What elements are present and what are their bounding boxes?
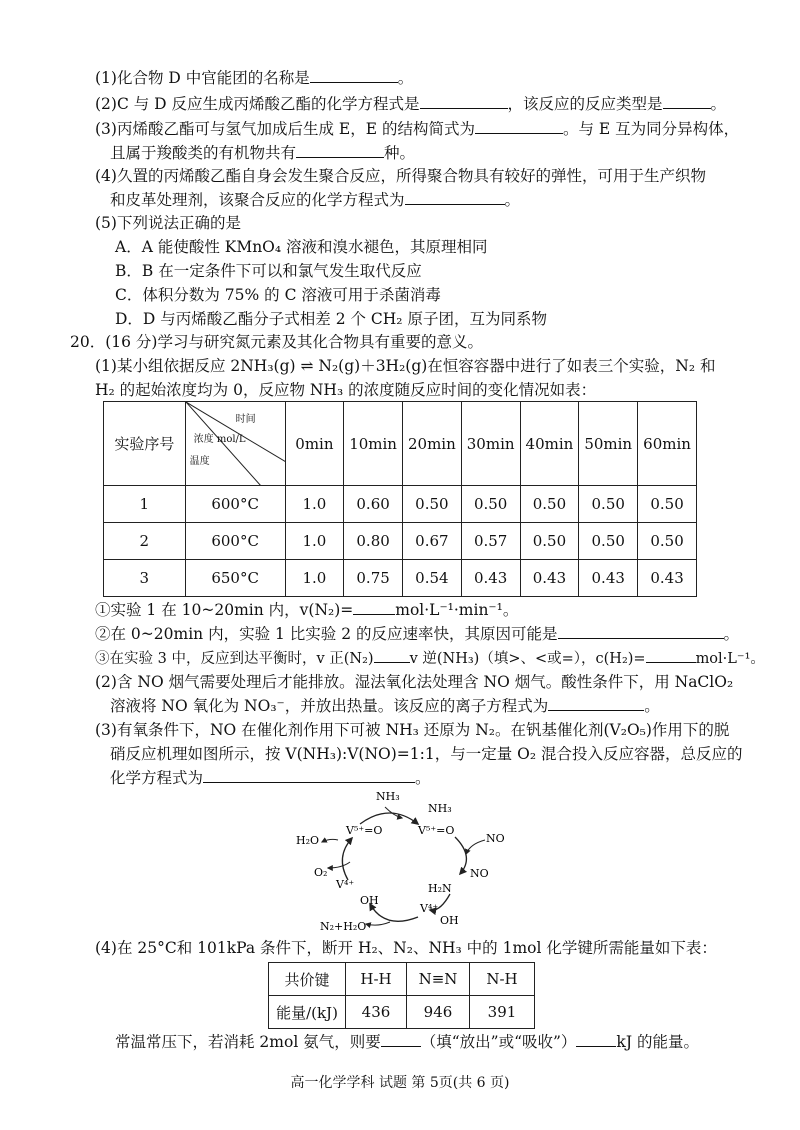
- q19-part1: (1)化合物 D 中官能团的名称是 。: [95, 69, 414, 87]
- header-time: 60min: [638, 402, 697, 486]
- q19-part2: (2)C 与 D 反应生成丙烯酸乙酯的化学方程式是 ，该反应的反应类型是 。: [95, 95, 727, 113]
- answer-blank[interactable]: [353, 600, 395, 615]
- diag-temp-label: 温度: [189, 456, 210, 467]
- q20-part1-cont: H₂ 的起始浓度均为 0，反应物 NH₃ 的浓度随反应时间的变化情况如表：: [95, 381, 597, 399]
- oh-label-2: OH: [440, 914, 459, 927]
- nh3-in-label: NH₃: [376, 790, 400, 803]
- cycle-arrow: [342, 838, 352, 880]
- answer-blank[interactable]: [663, 94, 711, 109]
- q20-part4: (4)在 25°C和 101kPa 条件下，断开 H₂、N₂、NH₃ 中的 1mol 化学键所需能量如下表：: [95, 939, 717, 957]
- q20-part3-cont2: 化学方程式为 。: [110, 769, 431, 787]
- answer-blank[interactable]: [558, 624, 724, 639]
- q20-part3-cont: 硝反应机理如图所示，按 V(NH₃):V(NO)=1:1，与一定量 O₂ 混合投入反应容器，总反应的: [110, 745, 743, 763]
- q20-part2: (2)含 NO 烟气需要处理后才能排放。湿法氧化法处理含 NO 烟气。酸性条件下，用 NaClO₂: [95, 673, 734, 691]
- answer-blank[interactable]: [296, 143, 384, 158]
- oh-label: OH: [360, 894, 379, 907]
- q19-part5: (5)下列说法正确的是: [95, 214, 241, 232]
- diag-time-label: 时间: [235, 414, 256, 425]
- q19-part3: (3)丙烯酸乙酯可与氢气加成后生成 E，E 的结构简式为 。与 E 互为同分异构体，: [95, 120, 740, 138]
- no-bound-label: NO: [470, 867, 489, 880]
- diag-conc-label: 浓度 mol/L: [193, 434, 246, 445]
- o2-label: O₂: [314, 866, 328, 879]
- q20-part2-cont: 溶液将 NO 氧化为 NO₃⁻，并放出热量。该反应的离子方程式为 。: [110, 697, 660, 715]
- header-time: 30min: [461, 402, 520, 486]
- answer-blank[interactable]: [548, 696, 644, 711]
- h2o-label: H₂O: [296, 834, 320, 847]
- q20-part3: (3)有氧条件下，NO 在催化剂作用下可被 NH₃ 还原为 N₂。在钒基催化剂(V₂O₅)作用下的脱: [95, 721, 730, 739]
- cycle-arrow: [328, 862, 350, 868]
- answer-blank[interactable]: [381, 1032, 421, 1047]
- header-time: 10min: [344, 402, 403, 486]
- header-time: 20min: [402, 402, 461, 486]
- n2-h2o-label: N₂+H₂O: [320, 920, 367, 933]
- q20-part4-question: 常温常压下，若消耗 2mol 氨气，则要 （填“放出”或“吸收”） kJ 的能量。: [115, 1033, 699, 1051]
- h2n-label: H₂N: [428, 882, 452, 895]
- concentration-table: [103, 401, 697, 597]
- header-diagonal: [185, 402, 285, 486]
- option-d: D．D 与丙烯酸乙酯分子式相差 2 个 CH₂ 原子团，互为同系物: [115, 310, 547, 328]
- table-row: 3 650°C 1.0 0.75 0.54 0.43 0.43 0.43 0.43: [104, 560, 697, 597]
- q19-part4-cont: 和皮革处理剂，该聚合反应的化学方程式为 。: [110, 191, 521, 209]
- answer-blank[interactable]: [405, 190, 505, 205]
- q20-sub3: ③在实验 3 中，反应到达平衡时，v 正(N₂) v 逆(NH₃)（填>、<或=），c(H₂)= mol·L⁻¹。: [95, 648, 765, 669]
- option-c: C．体积分数为 75% 的 C 溶液可用于杀菌消毒: [115, 286, 441, 304]
- table-row: 1 600°C 1.0 0.60 0.50 0.50 0.50 0.50 0.50: [104, 486, 697, 523]
- page-footer: 高一化学学科 试题 第 5页(共 6 页): [290, 1075, 510, 1091]
- option-a: A．A 能使酸性 KMnO₄ 溶液和溴水褪色，其原理相同: [115, 238, 488, 256]
- header-time: 40min: [520, 402, 579, 486]
- v4-label: V⁴⁺: [336, 878, 355, 891]
- answer-blank[interactable]: [420, 94, 508, 109]
- q19-part3-cont: 且属于羧酸类的有机物共有 种。: [110, 144, 416, 162]
- nh3-bound-label: NH₃: [428, 802, 452, 815]
- v5-oxo-label-2: V⁵⁺=O: [418, 824, 455, 837]
- cycle-arrow: [455, 837, 466, 874]
- answer-blank[interactable]: [646, 648, 696, 663]
- q19-part4: (4)久置的丙烯酸乙酯自身会发生聚合反应，所得聚合物具有较好的弹性，可用于生产织物: [95, 167, 706, 185]
- cycle-arrow: [366, 922, 390, 925]
- cycle-arrow: [360, 813, 418, 824]
- table-row: 2 600°C 1.0 0.80 0.67 0.57 0.50 0.50 0.50: [104, 523, 697, 560]
- v5-oxo-label: V⁵⁺=O: [346, 824, 383, 837]
- q20-sub2: ②在 0~20min 内，实验 1 比实验 2 的反应速率快，其原因可能是 。: [95, 625, 740, 643]
- cycle-arrow: [322, 839, 338, 842]
- answer-blank[interactable]: [310, 68, 398, 83]
- v4-label-2: V⁴⁺: [420, 902, 439, 915]
- answer-blank[interactable]: [475, 119, 563, 134]
- answer-blank[interactable]: [374, 648, 410, 663]
- answer-blank[interactable]: [576, 1032, 616, 1047]
- answer-blank[interactable]: [203, 768, 415, 783]
- q20-sub1: ①实验 1 在 10~20min 内，v(N₂)= mol·L⁻¹·min⁻¹。: [95, 601, 519, 619]
- no-in-label: NO: [486, 832, 505, 845]
- header-time: 50min: [579, 402, 638, 486]
- header-time: 0min: [285, 402, 344, 486]
- q20-heading: 20．(16 分)学习与研究氮元素及其化合物具有重要的意义。: [70, 333, 483, 351]
- option-b: B．B 在一定条件下可以和氯气发生取代反应: [115, 262, 422, 280]
- catalytic-cycle-diagram: [290, 782, 520, 938]
- bond-energy-table: 共价键 H-H N≡N N-H 能量/(kJ) 436 946 391: [268, 962, 535, 1029]
- q20-part1: (1)某小组依据反应 2NH₃(g) ⇌ N₂(g)＋3H₂(g)在恒容容器中进行了如表三个实验，N₂ 和: [95, 357, 716, 375]
- cycle-arrow: [466, 840, 485, 854]
- header-seq: 实验序号: [104, 402, 186, 486]
